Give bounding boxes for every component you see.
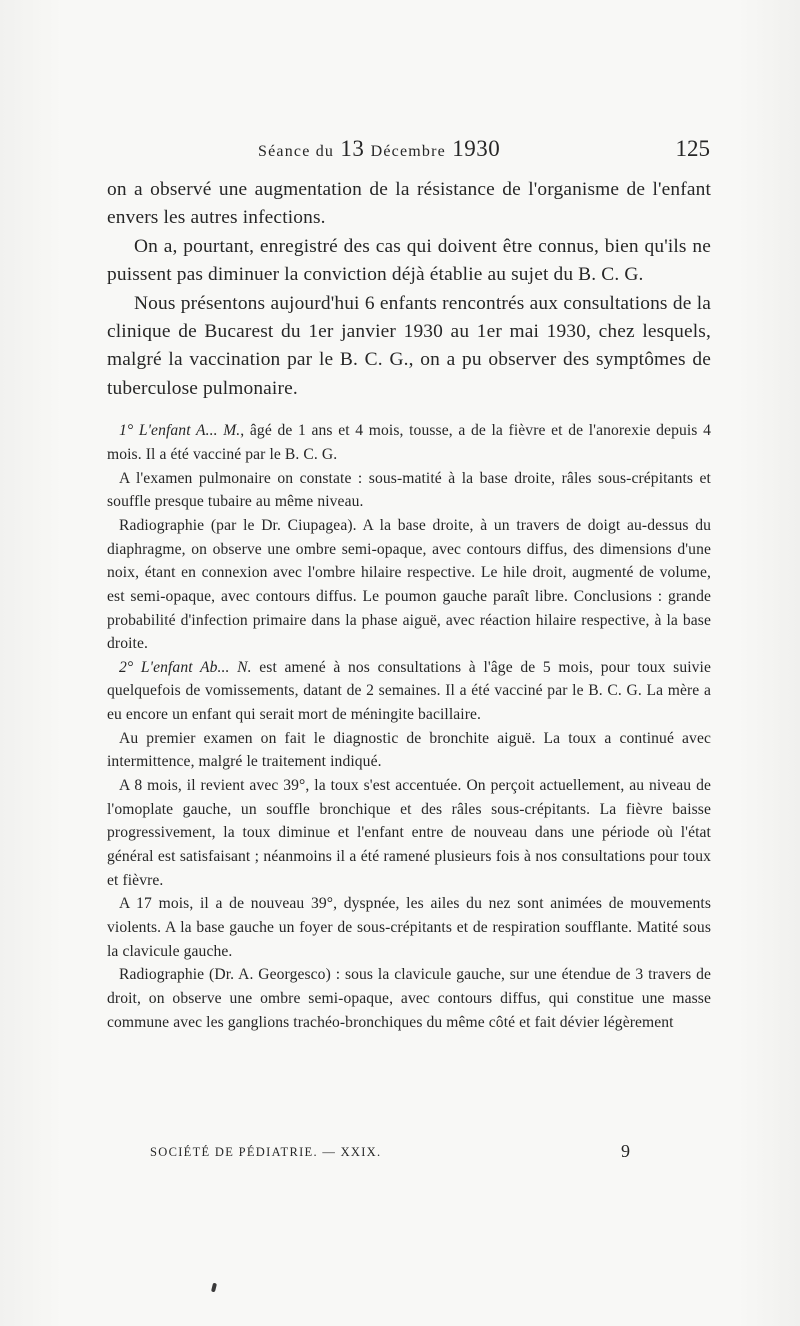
case-1-text: , âgé de 1 ans et 4 mois, tousse, a de la fièvre et de l'anorexie depuis 4 mois. Il a été vacciné par le B. C. G. xyxy=(107,422,711,463)
case-2-text: est amené à nos consultations à l'âge de 5 mois, pour toux suivie quelquefois de vomissements, datant de 2 semaines. Il a été vacciné par le B. C. G. La mère a eu encore un enfant qui serait mort de méningite bacillaire. xyxy=(107,658,711,724)
case-paragraph: Radiographie (Dr. A. Georgesco) : sous la clavicule gauche, sur une étendue de 3 travers de droit, on observe une ombre semi-opaque, avec contours diffus, qui constitue une masse commune avec les ganglions trachéo-bronchiques du même côté et fait dévier légèrement xyxy=(107,966,711,1031)
running-head-year: 1930 xyxy=(445,136,501,161)
case-paragraph: A 17 mois, il a de nouveau 39°, dyspnée, les ailes du nez sont animées de mouvements violents. A la base gauche un foyer de sous-crépitants et de respiration soufflante. Matité sous la clavicule gauche. xyxy=(107,895,711,960)
running-head xyxy=(258,136,500,162)
case-paragraph: Au premier examen on fait le diagnostic de bronchite aiguë. La toux a continué avec intermittence, malgré le traitement indiqué. xyxy=(107,729,711,771)
paragraph: Nous présentons aujourd'hui 6 enfants rencontrés aux consultations de la clinique de Bucarest du 1er janvier 1930 au 1er mai 1930, chez lesquels, malgré la vaccination par le B. C. G., on a pu observer des symptômes de tuberculose pulmonaire. xyxy=(107,292,711,399)
case-1-paragraph xyxy=(107,419,711,466)
paragraph: on a observé une augmentation de la résistance de l'organisme de l'enfant envers les autres infections. xyxy=(107,179,711,229)
page-footer xyxy=(150,1141,630,1169)
printer-signature: SOCIÉTÉ DE PÉDIATRIE. — XXIX. xyxy=(150,1145,382,1159)
running-head-day: 13 xyxy=(334,136,371,161)
ink-speck xyxy=(211,1283,217,1293)
running-head-prefix: Séance du xyxy=(258,143,335,160)
case-1-label: 1° L'enfant A... M. xyxy=(119,422,241,440)
case-2-paragraph xyxy=(107,656,711,727)
page-header xyxy=(110,132,710,166)
case-paragraph: A 8 mois, il revient avec 39°, la toux s'est accentuée. On perçoit actuellement, au niveau de l'omoplate gauche, un souffle bronchique et des râles sous-crépitants. La fièvre baisse progressivement, la toux diminue et l'enfant entre de nouveau dans une période où l'état général est satisfaisant ; néanmoins il a été ramené plusieurs fois à nos consultations pour toux et fièvre. xyxy=(107,777,711,889)
case-paragraph: A l'examen pulmonaire on constate : sous-matité à la base droite, râles sous-crépitants et souffle presque tubaire au même niveau. xyxy=(107,469,711,511)
case-reports xyxy=(107,419,711,1034)
page-body xyxy=(107,176,711,1034)
page-number: 125 xyxy=(675,136,710,161)
case-2-label: 2° L'enfant Ab... N. xyxy=(119,658,252,676)
paragraph: On a, pourtant, enregistré des cas qui doivent être connus, bien qu'ils ne puissent pas diminuer la conviction déjà établie au sujet du B. C. G. xyxy=(107,235,711,286)
running-head-month: Décembre xyxy=(370,143,446,160)
main-text xyxy=(107,176,711,403)
signature-mark: 9 xyxy=(621,1141,630,1161)
case-paragraph: Radiographie (par le Dr. Ciupagea). A la base droite, à un travers de doigt au-dessus du diaphragme, on observe une ombre semi-opaque, avec contours diffus, des dimensions d'une noix, étant en connexion avec l'ombre hilaire respective. Le hile droit, augmenté de volume, est semi-opaque, avec contours diffus. Le poumon gauche paraît libre. Conclusions : grande probabilité d'infection primaire dans la phase aiguë, avec réaction hilaire respective, à la base droite. xyxy=(107,516,711,653)
